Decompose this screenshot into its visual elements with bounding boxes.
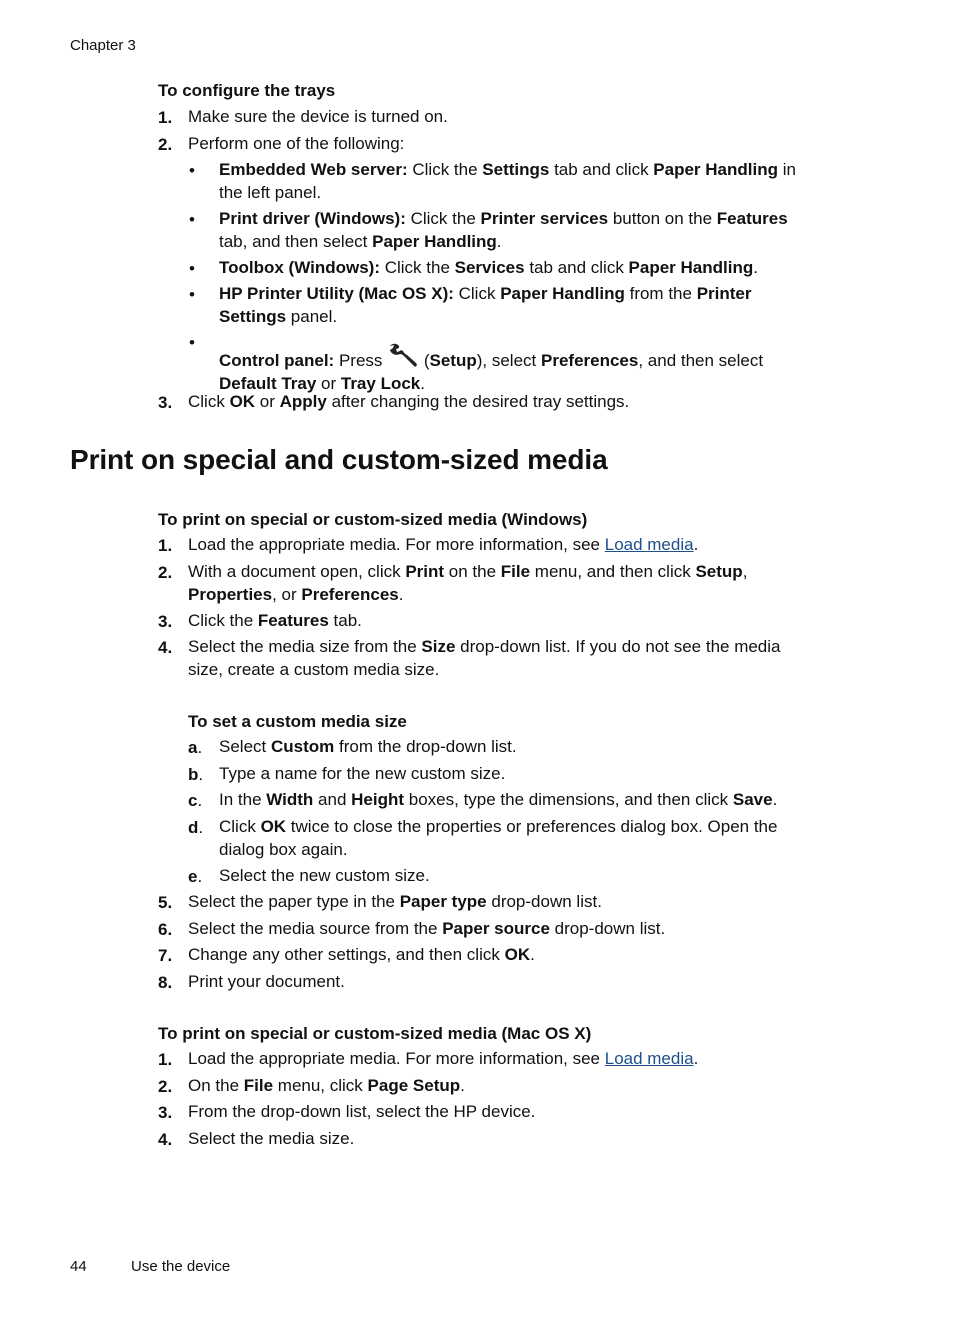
windows-step-7-number: 7. <box>158 946 173 965</box>
custom-step-a-label: a. <box>188 738 203 757</box>
mac-step-1: Load the appropriate media. For more information, see Load media. <box>188 1049 699 1068</box>
mac-step-4-number: 4. <box>158 1130 173 1149</box>
footer-section: Use the device <box>131 1258 231 1275</box>
trays-step-1: Make sure the device is turned on. <box>188 107 448 126</box>
windows-step-2-number: 2. <box>158 563 173 582</box>
bullet: • <box>189 210 195 229</box>
chapter-header: Chapter 3 <box>70 37 136 54</box>
mac-heading: To print on special or custom-sized media (Mac OS X) <box>158 1024 592 1043</box>
bullet: • <box>189 333 195 352</box>
custom-step-a: Select Custom from the drop-down list. <box>219 737 517 756</box>
windows-step-8-number: 8. <box>158 973 173 992</box>
trays-step-3: Click OK or Apply after changing the desired tray settings. <box>188 392 630 411</box>
windows-step-4-number: 4. <box>158 638 173 657</box>
wrench-icon <box>387 342 419 368</box>
section-title: Print on special and custom-sized media <box>70 444 608 475</box>
custom-step-e: Select the new custom size. <box>219 866 430 885</box>
windows-step-7: Change any other settings, and then click OK. <box>188 945 535 964</box>
windows-step-3: Click the Features tab. <box>188 611 362 630</box>
trays-heading: To configure the trays <box>158 81 336 100</box>
option-hp-printer-utility: HP Printer Utility (Mac OS X): Click Paper Handling from the Printer Settings panel. <box>219 284 752 326</box>
mac-step-1-number: 1. <box>158 1050 173 1069</box>
windows-step-6: Select the media source from the Paper source drop-down list. <box>188 919 666 938</box>
windows-heading: To print on special or custom-sized media (Windows) <box>158 510 588 529</box>
load-media-link[interactable]: Load media <box>604 535 694 554</box>
custom-step-e-label: e. <box>188 867 203 886</box>
custom-size-heading: To set a custom media size <box>188 712 407 731</box>
windows-step-3-number: 3. <box>158 612 173 631</box>
windows-step-8: Print your document. <box>188 972 345 991</box>
windows-step-6-number: 6. <box>158 920 173 939</box>
mac-step-3-number: 3. <box>158 1103 173 1122</box>
windows-step-2: With a document open, click Print on the File menu, and then click Setup, Properties, or Preferences. <box>188 562 748 604</box>
windows-step-5-number: 5. <box>158 893 173 912</box>
load-media-link[interactable]: Load media <box>604 1049 694 1068</box>
windows-step-1: Load the appropriate media. For more information, see Load media. <box>188 535 699 554</box>
windows-step-1-number: 1. <box>158 536 173 555</box>
page-number: 44 <box>70 1258 87 1275</box>
option-control-panel: Control panel: Press (Setup), select Preferences, and then select Default Tray or Tray Lock. <box>219 342 849 395</box>
custom-step-d: Click OK twice to close the properties or preferences dialog box. Open the dialog box again. <box>219 817 778 859</box>
windows-step-4: Select the media size from the Size drop-down list. If you do not see the media size, create a custom media size. <box>188 637 781 679</box>
mac-step-2: On the File menu, click Page Setup. <box>188 1076 465 1095</box>
option-print-driver: Print driver (Windows): Click the Printer services button on the Features tab, and then select Paper Handling. <box>219 209 788 251</box>
bullet: • <box>189 285 195 304</box>
trays-step-2-number: 2. <box>158 135 173 154</box>
bullet: • <box>189 161 195 180</box>
mac-step-3: From the drop-down list, select the HP device. <box>188 1102 536 1121</box>
mac-step-4: Select the media size. <box>188 1129 355 1148</box>
option-embedded-web-server: Embedded Web server: Click the Settings tab and click Paper Handling in the left panel. <box>219 160 796 202</box>
custom-step-d-label: d. <box>188 818 204 837</box>
trays-step-1-number: 1. <box>158 108 173 127</box>
custom-step-b: Type a name for the new custom size. <box>219 764 506 783</box>
option-toolbox: Toolbox (Windows): Click the Services tab and click Paper Handling. <box>219 258 758 277</box>
bullet: • <box>189 259 195 278</box>
custom-step-b-label: b. <box>188 765 204 784</box>
custom-step-c-label: c. <box>188 791 203 810</box>
windows-step-5: Select the paper type in the Paper type drop-down list. <box>188 892 602 911</box>
trays-step-2: Perform one of the following: <box>188 134 405 153</box>
mac-step-2-number: 2. <box>158 1077 173 1096</box>
custom-step-c: In the Width and Height boxes, type the dimensions, and then click Save. <box>219 790 778 809</box>
trays-step-3-number: 3. <box>158 393 173 412</box>
